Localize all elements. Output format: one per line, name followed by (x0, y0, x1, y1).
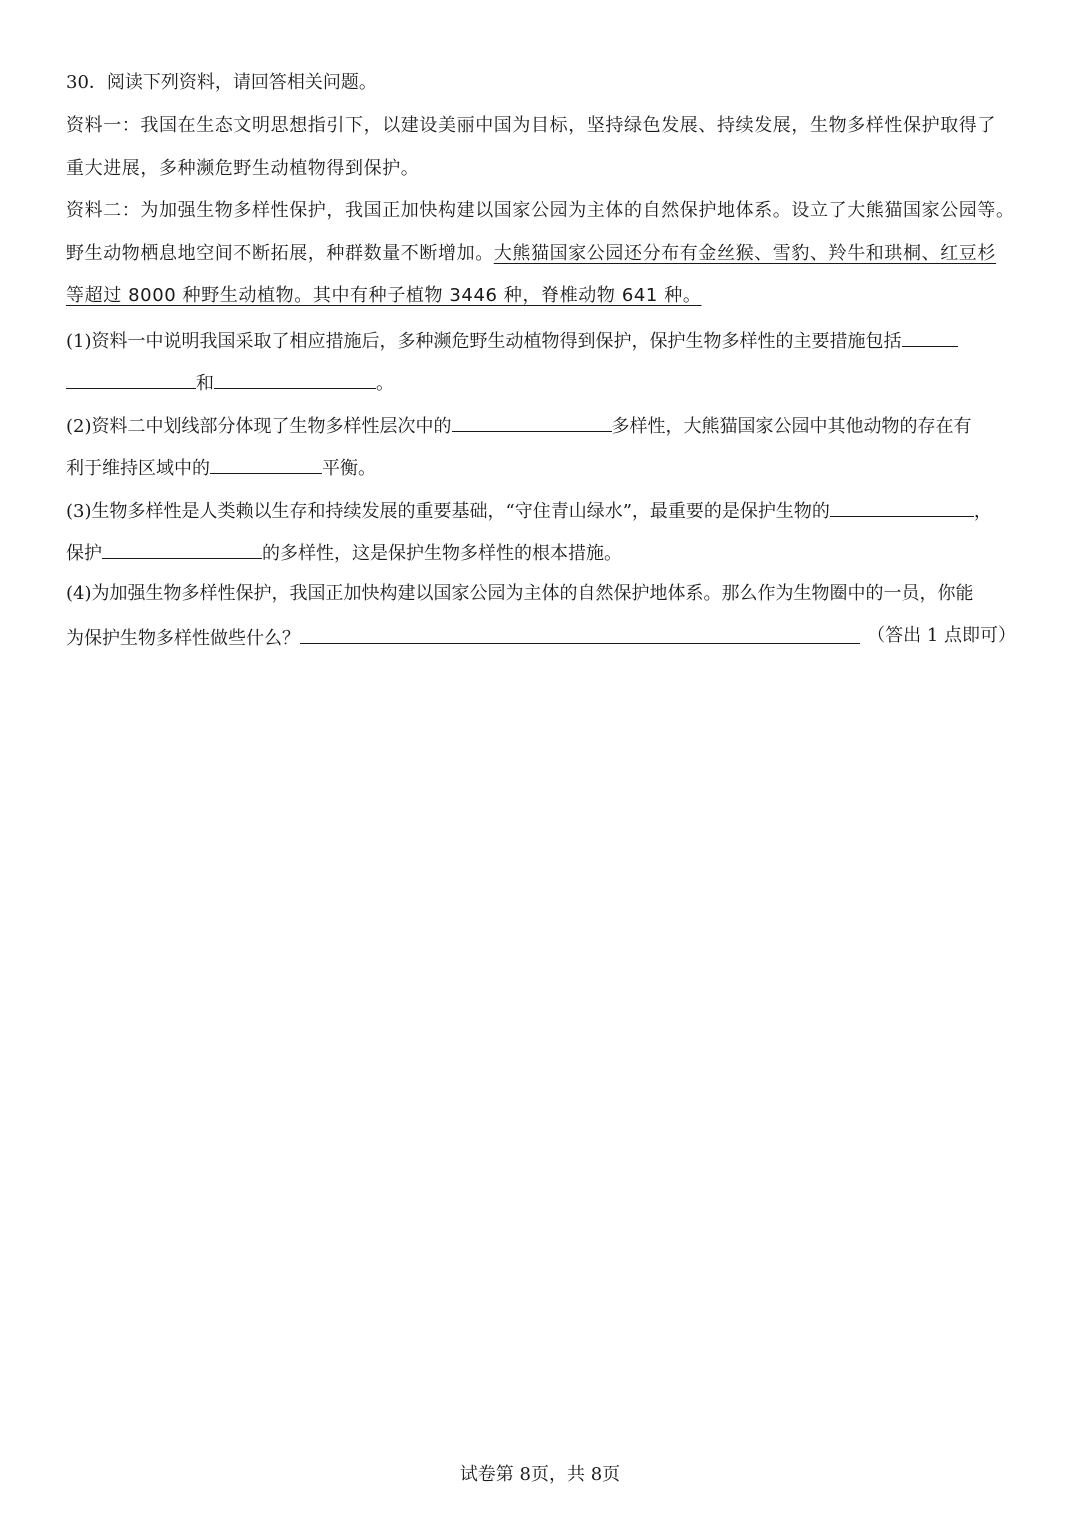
sub-question-2-text-a: (2)资料二中划线部分体现了生物多样性层次中的 (66, 415, 452, 437)
material-2-underlined-text-cont: 等超过 8000 种野生动植物。其中有种子植物 3446 种，脊椎动物 641 种。 (66, 285, 702, 306)
material-2-line-2 (66, 241, 1016, 267)
answer-note: （答出 1 点即可） (867, 625, 1016, 646)
answer-blank-4[interactable] (300, 623, 860, 644)
sub-question-3-text-a: (3)生物多样性是人类赖以生存和持续发展的重要基础，“守住青山绿水”，最重要的是保护生物的 (66, 500, 830, 522)
question-30 (66, 70, 1016, 666)
answer-blank-1b[interactable] (66, 368, 196, 389)
sub-question-2-text-d: 平衡。 (322, 458, 376, 479)
sub-question-1-line-1 (66, 326, 1016, 352)
material-1-line-1: 资料一：我国在生态文明思想指引下，以建设美丽中国为目标，坚持绿色发展、持续发展，生物多样性保护取得了 (66, 115, 996, 136)
answer-blank-3b[interactable] (102, 538, 262, 559)
sub-question-4-text-b: 为保护生物多样性做些什么？ (66, 628, 300, 649)
sub-question-2-text-b: 多样性，大熊猫国家公园中其他动物的存在有 (611, 415, 972, 437)
sub-question-2-text-c: 利于维持区域中的 (66, 458, 210, 479)
material-2-underlined-text: 大熊猫国家公园还分布有金丝猴、雪豹、羚牛和珙桐、红豆杉 (493, 242, 997, 264)
sub-question-1-line-2 (66, 368, 1016, 394)
sub-question-3-line-1 (66, 496, 1016, 522)
answer-blank-2b[interactable] (210, 453, 322, 474)
sub-question-1-end: 。 (376, 373, 394, 394)
material-2-plain-text: 野生动物栖息地空间不断拓展，种群数量不断增加。 (66, 242, 494, 264)
sub-question-3-text-c: 保护 (66, 543, 102, 564)
material-2-line-3 (66, 283, 1016, 309)
answer-blank-3a[interactable] (830, 496, 974, 517)
answer-blank-1c[interactable] (214, 368, 376, 389)
material-1-line-2: 重大进展，多种濒危野生动植物得到保护。 (66, 157, 420, 179)
sub-question-2-line-2 (66, 453, 1016, 479)
sub-question-3-text-b: ， (973, 500, 992, 522)
sub-question-4-line-2 (66, 623, 1016, 649)
sub-question-4-line-1: (4)为加强生物多样性保护，我国正加快构建以国家公园为主体的自然保护地体系。那么作为生物圈中的一员，你能 (66, 582, 974, 604)
sub-question-3-text-d: 的多样性，这是保护生物多样性的根本措施。 (262, 543, 622, 564)
sub-question-3-line-2 (66, 538, 1016, 564)
material-2-line-1: 资料二：为加强生物多样性保护，我国正加快构建以国家公园为主体的自然保护地体系。设立了大熊猫国家公园等。 (66, 200, 1015, 221)
question-prompt: 30．阅读下列资料，请回答相关问题。 (66, 72, 377, 93)
page-footer: 试卷第 8页，共 8页 (459, 1464, 621, 1485)
sub-question-1-connector: 和 (196, 373, 214, 394)
sub-question-1-text: (1)资料一中说明我国采取了相应措施后，多种濒危野生动植物得到保护，保护生物多样性的主要措施包括 (66, 330, 902, 352)
answer-blank-2a[interactable] (452, 411, 612, 432)
sub-question-2-line-1 (66, 411, 1016, 437)
answer-blank-1a[interactable] (902, 326, 958, 347)
